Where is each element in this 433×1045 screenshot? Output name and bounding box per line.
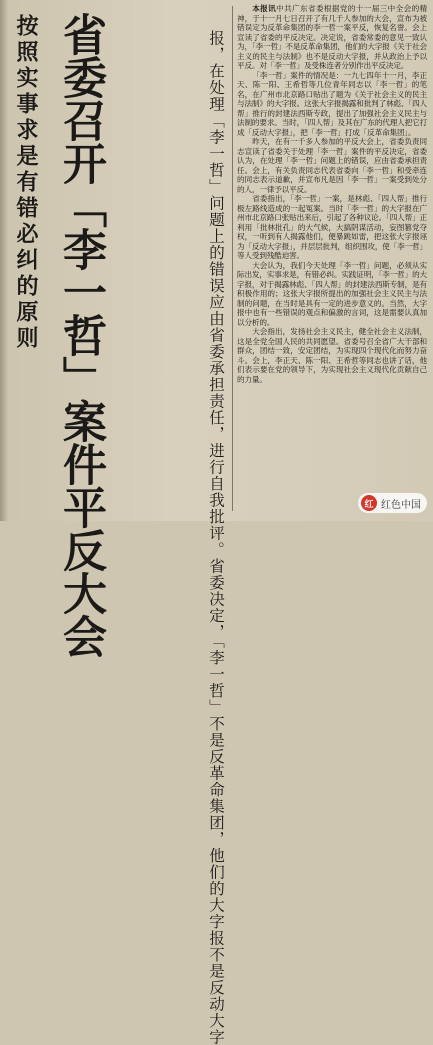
watermark [358, 493, 427, 513]
page-fold-shadow [0, 0, 8, 521]
article-paragraph-text: 中共广东省委根据党的十一届三中全会的精神，于十一月七日召开了有几千人参加的大会，宣布为被错误定为反革命集团的李一哲一案平反，恢复名誉。会上宣读了省委的平反决定。决定说，省委常委的意见一致认为，「李一哲」不是反革命集团，他们的大字报《关于社会主义的民主与法制》也不是反动大字报，并从政治上予以平反。对「李一哲」及受株连者分别作出平反决定。 [237, 4, 427, 70]
article-paragraph: 大会指出，发扬社会主义民主，健全社会主义法制，这是全党全国人民的共同愿望。省委号召全省广大干部和群众，团结一致，安定团结，为实现四个现代化而努力奋斗。会上，李正天、陈一阳、王希哲等同志也讲了话，他们表示要在党的领导下，为实现社会主义现代化贡献自己的力量。 [237, 327, 427, 384]
watermark-logo-icon: 红 [361, 495, 377, 511]
article-paragraph: 省委指出，「李一哲」一案，是林彪、「四人帮」推行极左路线造成的一起冤案。当时「李一哲」的大字报在广州市北京路口张贴出来后，引起了各种议论。「四人帮」正利用「批林批孔」的大气候，大搞阴谋活动，妄图篡党夺权，一听到有人揭露他们，便暴跳如雷，把这张大字报诬为「反动大字报」，并层层批判，组织围攻，使「李一哲」等人受到残酷迫害。 [237, 194, 427, 260]
article-subheadline: 按照实事求是有错必纠的原则 [13, 14, 39, 352]
article-paragraph: 大会认为，我们今天处理「李一哲」问题，必须从实际出发，实事求是，有错必纠。实践证明，「李一哲」的大字报，对于揭露林彪、「四人帮」的封建法西斯专制，是有积极作用的；这张大字报所提出的加强社会主义民主与法制的问题，在当时是具有一定的进步意义的。当然，大字报中也有一些错误的观点和偏激的言词，这是需要认真加以分析的。 [237, 260, 427, 327]
watermark-text: 红色中国 [381, 499, 421, 511]
column-divider [232, 6, 233, 511]
article-paragraph [237, 4, 427, 71]
article-lead: 报，在处理「李一哲」问题上的错误应由省委承担责任，进行自我批评。省委决定，「李一哲」不是反革命集团，他们的大字报不是反动大字 [207, 30, 225, 1045]
article-tag: 本报讯 [252, 4, 277, 13]
article-paragraph: 昨天，在有一千多人参加的平反大会上，省委负责同志宣读了省委关于处理「李一哲」案件的平反决定，省委认为，在处理「李一哲」问题上的错误，应由省委承担责任。会上，有关负责同志代表省委向「李一哲」和受牵连的同志表示道歉，并宣布凡是因「李一哲」一案受到处分的人，一律予以平反。 [237, 137, 427, 194]
article-paragraph: 「李一哲」案件的情况是：一九七四年十一月，李正天、陈一阳、王希哲等几位青年同志以「李一哲」的笔名，在广州市北京路口贴出了题为《关于社会主义的民主与法制》的大字报。这张大字报揭露和批判了林彪、「四人帮」推行的封建法西斯专政，提出了加强社会主义民主与法制的要求。当时，「四人帮」及其在广东的代理人把它打成「反动大字报」，把「李一哲」打成「反革命集团」。 [237, 70, 427, 137]
article-body [237, 4, 427, 516]
article-headline: 省委召开「李一哲」案件平反大会 [55, 12, 106, 657]
